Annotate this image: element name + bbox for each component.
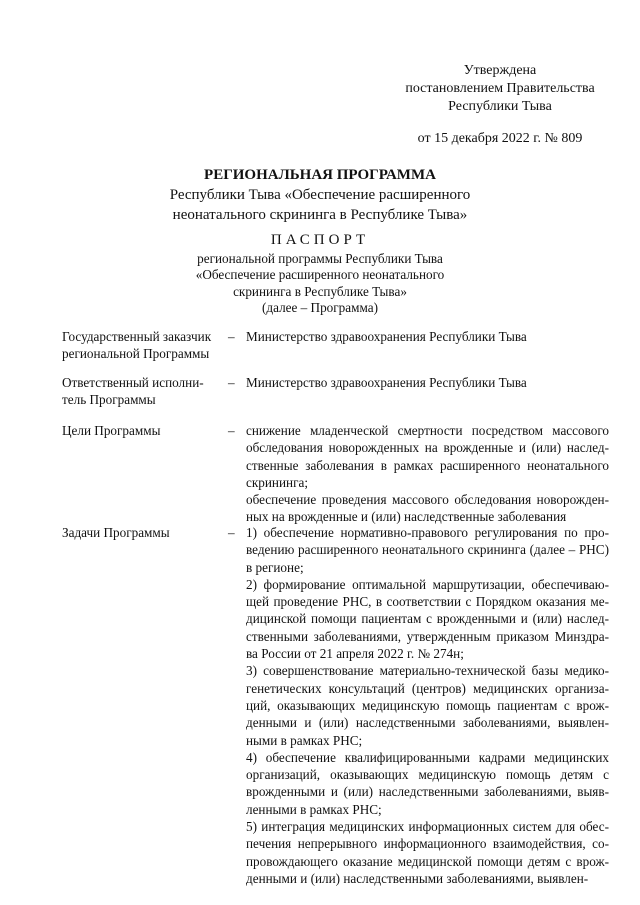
approval-block bbox=[380, 62, 620, 148]
row-paragraph: Министерство здравоохранения Республики Тыва bbox=[246, 375, 527, 390]
row-dash: – bbox=[228, 423, 235, 438]
row-label: Цели Программы bbox=[62, 423, 161, 438]
row-paragraph: снижение младенческой смертности посредством массового обследования новорожденных на врожденные и (или) наслед-ственные заболевания в рамках расширенного неонатального скрининга; bbox=[246, 423, 609, 490]
approval-line-3: Республики Тыва bbox=[448, 99, 552, 114]
row-value bbox=[246, 328, 609, 345]
program-subtitle-line-1: Республики Тыва «Обеспечение расширенного bbox=[169, 187, 471, 203]
row-value bbox=[246, 524, 609, 887]
row-label: Задачи Программы bbox=[62, 525, 170, 540]
row-dash: – bbox=[228, 375, 235, 390]
row-paragraph: 1) обеспечение нормативно-правового регулирования по про-ведению расширенного неонатального скрининга (далее – РНС) в регионе; bbox=[246, 525, 609, 575]
row-paragraph: 5) интеграция медицинских информационных систем для обес-печения непрерывного информационного взаимодействия, со-провождающего оказание медицинской помощи детям с врож-денными и (или) наследственными заболеваниями, выявлен- bbox=[246, 819, 609, 886]
passport-line-3: скрининга в Республике Тыва» bbox=[233, 283, 407, 299]
row-label: Ответственный исполни-тель Программы bbox=[62, 375, 204, 407]
passport-line-2: «Обеспечение расширенного неонатального bbox=[195, 267, 445, 282]
row-dash: – bbox=[228, 329, 235, 344]
row-paragraph: 3) совершенствование материально-технической базы медико-генетических консультаций (центров) медицинских организа-ций, оказывающих медицинскую помощь пациентам с врож-денными и (или) наследственными заболеваниями, выявлен-ными в рамках РНС; bbox=[246, 663, 609, 748]
row-paragraph: Министерство здравоохранения Республики Тыва bbox=[246, 329, 527, 344]
program-subtitle-line-2: неонатального скрининга в Республике Тыва» bbox=[172, 207, 468, 223]
row-paragraph: обеспечение проведения массового обследования новорожден-ных на врожденные и (или) наследственные заболевания bbox=[246, 492, 609, 525]
approval-line-2: постановлением Правительства bbox=[405, 81, 595, 96]
row-paragraph: 4) обеспечение квалифицированными кадрами медицинских организаций, оказывающих медицинскую помощь детям с врожденными и (или) наследственными заболеваниями, выяв-ленными в рамках РНС; bbox=[246, 749, 609, 817]
row-paragraph: 2) формирование оптимальной маршрутизации, обеспечиваю-щей проведение РНС, в соответствии с Порядком оказания ме-дицинской помощи пациентам с врожденными и (или) наслед-ственными заболеваниями, утвержденным приказом Минздра-ва России от 21 апреля 2022 г. № 274н; bbox=[246, 576, 609, 662]
row-value bbox=[246, 374, 609, 391]
program-title-block bbox=[60, 165, 580, 225]
approval-date: от 15 декабря 2022 г. № 809 bbox=[417, 131, 583, 146]
passport-line-1: региональной программы Республики Тыва bbox=[197, 250, 443, 266]
passport-title: ПАСПОРТ bbox=[270, 232, 370, 248]
passport-line-4: (далее – Программа) bbox=[262, 300, 378, 315]
row-dash: – bbox=[228, 525, 235, 540]
row-value bbox=[246, 422, 609, 526]
approval-gap bbox=[380, 116, 620, 130]
passport-heading-block bbox=[60, 232, 580, 317]
program-title: РЕГИОНАЛЬНАЯ ПРОГРАММА bbox=[204, 167, 436, 183]
approval-line-1: Утверждена bbox=[463, 63, 537, 78]
row-label: Государственный заказчик региональной Программы bbox=[62, 329, 212, 361]
